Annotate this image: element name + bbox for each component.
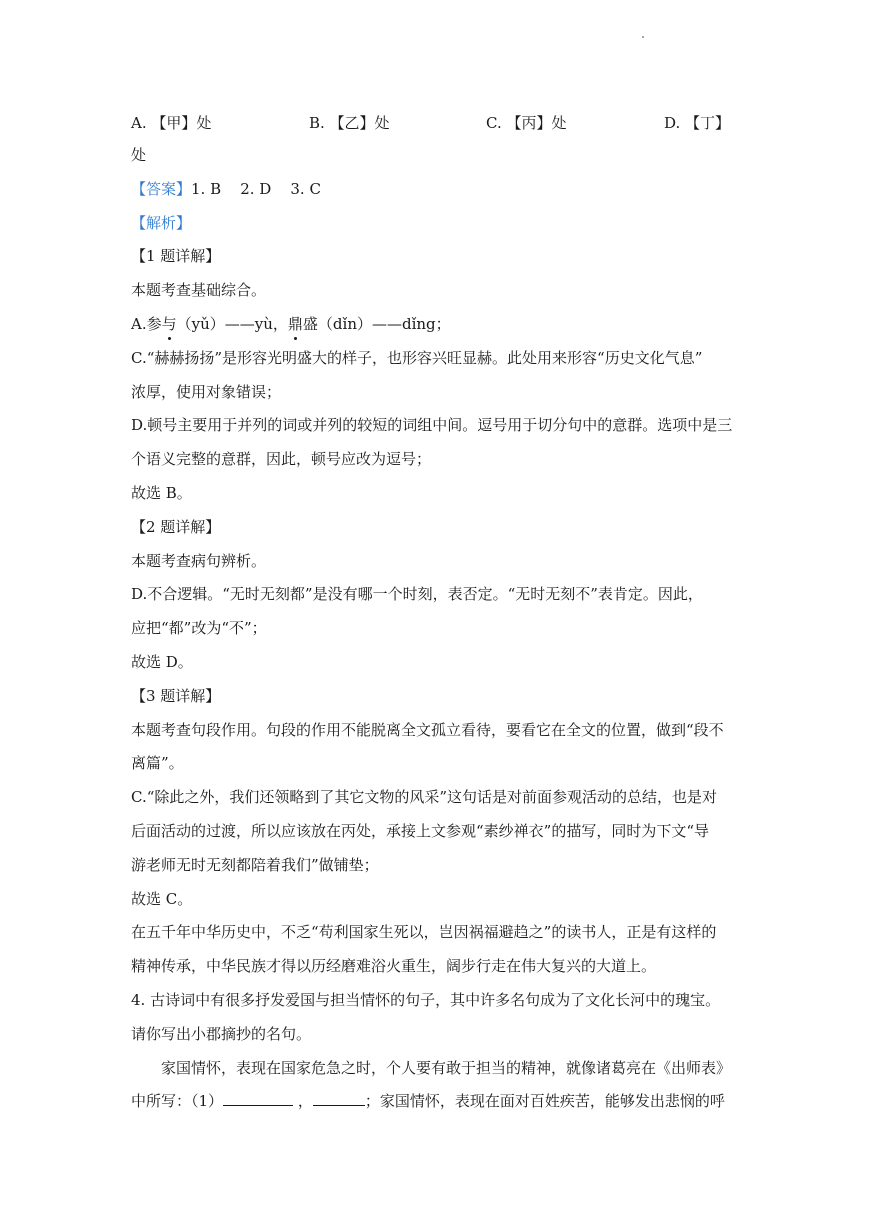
paragraph-line: 个语义完整的意群，因此，顿号应改为逗号；	[131, 450, 432, 469]
answer-options	[131, 111, 741, 135]
paragraph-line: D.顿号主要用于并列的词或并列的较短的词组中间。逗号用于切分句中的意群。选项中是三	[131, 416, 733, 435]
answer-line	[131, 177, 743, 201]
analysis-label: 【解析】	[131, 213, 192, 232]
text-span: 盛（dǐn）——dǐng；	[302, 314, 451, 333]
paragraph-line: C.“除此之外，我们还领略到了其它文物的风采”这句话是对前面参观活动的总结，也是对	[131, 788, 718, 807]
answer-label: 【答案】	[131, 179, 192, 198]
paragraph-line: 在五千年中华历史中，不乏“苟利国家生死以，岂因祸福避趋之”的读书人，正是有这样的	[131, 923, 717, 942]
emphasized-char: 鼎	[288, 312, 303, 336]
answer-blank-1[interactable]	[223, 1089, 293, 1106]
emphasized-char: 与	[162, 312, 177, 336]
text-span: ；家国情怀，表现在面对百姓疾苦，能够发出悲悯的呼	[364, 1092, 725, 1111]
q1-conclusion: 故选 B。	[131, 483, 192, 502]
paragraph-line: 游老师无时无刻都陪着我们”做铺垫；	[131, 855, 379, 874]
paragraph-line: D.不合逻辑。“无时无刻都”是没有哪一个时刻，表否定。“无时无刻不”表肯定。因此，	[131, 585, 703, 604]
q2-conclusion: 故选 D。	[131, 652, 193, 671]
option-d-continuation: 处	[131, 146, 147, 164]
paragraph-line: 精神传承，中华民族才得以历经磨难浴火重生，阔步行走在伟大复兴的大道上。	[131, 957, 657, 976]
q4-prompt: 4. 古诗词中有很多抒发爱国与担当情怀的句子，其中许多名句成为了文化长河中的瑰宝。	[131, 990, 721, 1009]
paragraph-line: 浓厚，使用对象错误；	[131, 382, 282, 401]
q2-heading: 【2 题详解】	[131, 517, 221, 536]
answer-blank-2[interactable]	[313, 1089, 365, 1106]
q3-conclusion: 故选 C。	[131, 889, 193, 908]
q4-prompt-cont: 请你写出小郡摘抄的名句。	[131, 1024, 312, 1043]
paragraph-line: 离篇”。	[131, 754, 184, 773]
q4-fill-line	[131, 1089, 743, 1113]
q2-topic: 本题考查病句辨析。	[131, 551, 267, 570]
q1-heading: 【1 题详解】	[131, 247, 221, 266]
option-c: C. 【丙】处	[486, 114, 567, 132]
text-span: A.参	[131, 314, 162, 333]
text-span: 中所写：（1）	[131, 1092, 224, 1111]
page-marker-dot	[642, 36, 644, 38]
answer-values: 1. B 2. D 3. C	[191, 179, 321, 198]
paragraph-line: C.“赫赫扬扬”是形容光明盛大的样子，也形容兴旺显赫。此处用来形容“历史文化气息”	[131, 348, 703, 367]
q4-passage: 家国情怀，表现在国家危急之时，个人要有敢于担当的精神，就像诸葛亮在《出师表》	[161, 1058, 732, 1077]
text-span: （yǔ）——yù，	[176, 314, 288, 333]
document-body	[131, 143, 743, 1123]
option-a: A. 【甲】处	[131, 114, 212, 132]
paragraph-line: 应把“都”改为“不”；	[131, 619, 267, 638]
q1-topic: 本题考查基础综合。	[131, 281, 267, 300]
text-span: ，	[297, 1092, 313, 1111]
paragraph-line: 本题考查句段作用。句段的作用不能脱离全文孤立看待，要看它在全文的位置，做到“段不	[131, 720, 724, 739]
q3-heading: 【3 题详解】	[131, 686, 221, 705]
option-d: D. 【丁】	[664, 114, 731, 132]
paragraph-line: 后面活动的过渡，所以应该放在丙处，承接上文参观“素纱禅衣”的描写，同时为下文“导	[131, 821, 710, 840]
q1-option-a-explanation	[131, 312, 743, 336]
option-b: B. 【乙】处	[309, 114, 390, 132]
